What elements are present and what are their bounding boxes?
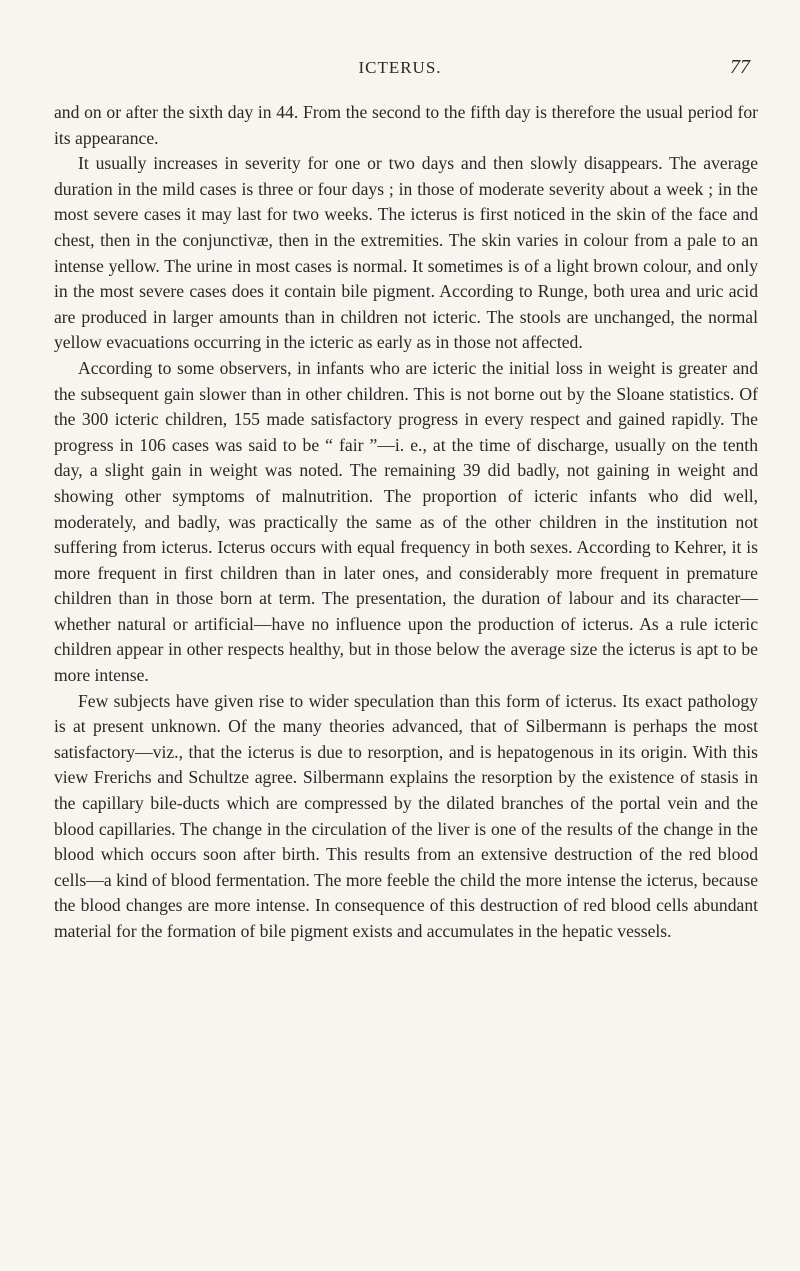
paragraph-weight-statistics: According to some observers, in infants who are icteric the initial loss in weight is greater and the subsequent gain slower than in other children. This is not borne out by the Sloane statistics. Of the 300 icteric children, 155 made satisfactory progress in every respect and gained rapidly. The progress in 106 cases was said to be “ fair ”—i. e., at the time of discharge, usually on the tenth day, a slight gain in weight was noted. The remaining 39 did badly, not gaining in weight and showing other symptoms of malnutrition. The proportion of icteric infants who did well, moderately, and badly, was practically the same as of the other children in the institution not suffering from icterus. Icterus occurs with equal frequency in both sexes. According to Kehrer, it is more frequent in first children than in later ones, and considerably more frequent in premature children than in those born at term. The presentation, the duration of labour and its character—whether natural or artificial—have no influence upon the production of icterus. As a rule icteric children appear in other respects healthy, but in those below the average size the icterus is apt to be more intense. <box>54 357 758 686</box>
paragraph-continuation: and on or after the sixth day in 44. From the second to the fifth day is therefore the usual period for its appearance. <box>54 102 758 148</box>
paragraph-severity-duration: It usually increases in severity for one or two days and then slowly disappears. The average duration in the mild cases is three or four days ; in those of moderate severity about a week ; in the most severe cases it may last for two weeks. The icterus is first noticed in the skin of the face and chest, then in the conjunctivæ, then in the extremities. The skin varies in colour from a pale to an intense yellow. The urine in most cases is normal. It sometimes is of a light brown colour, and only in the most severe cases does it contain bile pigment. According to Runge, both urea and uric acid are produced in larger amounts than in children not icteric. The stools are unchanged, the normal yellow evacuations occurring in the icteric as early as in those not affected. <box>54 153 758 353</box>
running-head <box>0 46 800 76</box>
paragraph-pathology: Few subjects have given rise to wider speculation than this form of icterus. Its exact pathology is at present unknown. Of the many theories advanced, that of Silbermann is perhaps the most satisfactory—viz., that the icterus is due to resorption, and is hepatogenous in its origin. With this view Frerichs and Schultze agree. Silbermann explains the resorption by the existence of stasis in the capillary bile-ducts which are compressed by the dilated branches of the portal vein and the blood capillaries. The change in the circulation of the liver is one of the results of the change in the blood which occurs soon after birth. This results from an extensive destruction of the red blood cells—a kind of blood fermentation. The more feeble the child the more intense the icterus, because the blood changes are more intense. In consequence of this destruction of red blood cells abundant material for the formation of bile pigment exists and accumulates in the hepatic vessels. <box>54 690 758 941</box>
page-number: 77 <box>730 56 750 78</box>
body-text <box>54 100 758 945</box>
running-title: ICTERUS. <box>358 58 442 77</box>
